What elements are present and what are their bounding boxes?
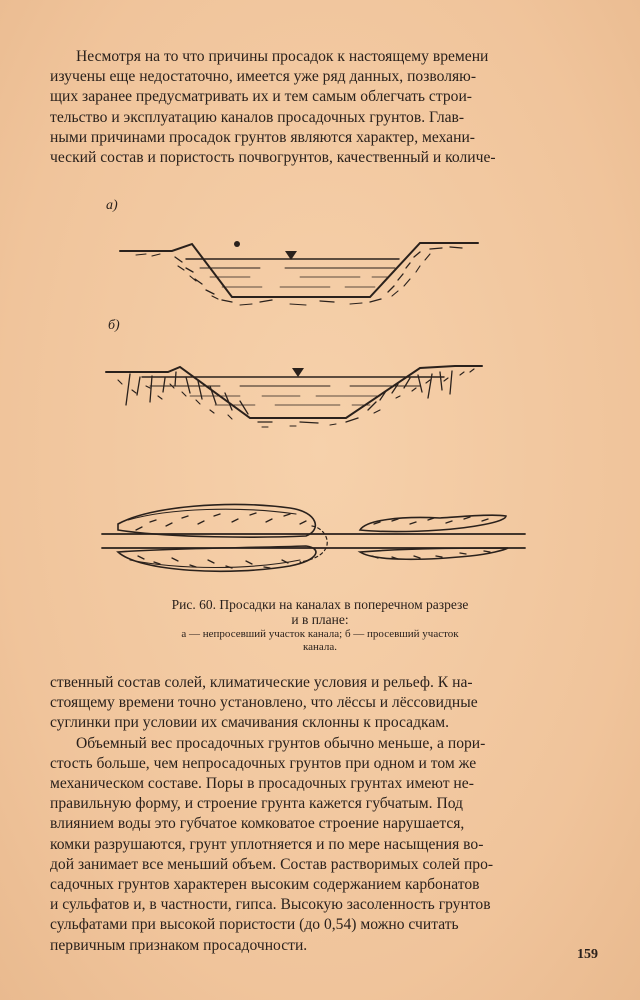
text-line: первичным признаком просадочности. (50, 936, 308, 954)
legend-line: а — непросевший участок канала; б — просевший участок (181, 628, 459, 640)
caption-line: Рис. 60. Просадки на каналах в поперечном разрезе (171, 597, 469, 612)
caption-line: и в плане: (291, 612, 349, 627)
text-line: садочных грунтов характерен высоким содержанием карбонатов (50, 876, 480, 894)
text-line: ческий состав и пористость почвогрунтов, качественный и количе- (50, 149, 496, 167)
legend-line: канала. (302, 641, 338, 653)
text-line: стость больше, чем непросадочных грунтов при одном и том же (50, 754, 477, 772)
text-line: Несмотря на то что причины просадок к настоящему времени (76, 48, 489, 65)
text-line: комки разрушаются, грунт уплотняется и по мере насыщения во- (50, 835, 484, 853)
text-line: суглинки при условии их смачивания склонны к просадкам. (50, 714, 450, 732)
text-line: ными причинами просадок грунтов являются характер, механи- (50, 128, 475, 146)
text-line: изучены еще недостаточно, имеется уже ряд данных, позволяю- (50, 68, 477, 86)
figure-caption (100, 597, 540, 627)
page-number: 159 (577, 947, 598, 962)
figure-label-a: а) (106, 198, 118, 213)
paragraph-bottom (50, 673, 595, 956)
text-line: правильную форму, и строение грунта кажется губчатым. Под (50, 795, 463, 813)
text-line: Объемный вес просадочных грунтов обычно меньше, а пори- (76, 734, 486, 752)
text-line: сульфатами при высокой пористости (до 0,54) можно считать (50, 916, 459, 934)
text-line: стоящему времени точно установлено, что лёссы и лёссовидные (50, 694, 478, 712)
cross-section-b (106, 366, 482, 427)
text-line: тельство и эксплуатацию каналов просадочных грунтов. Глав- (50, 108, 465, 126)
text-line: ственный состав солей, климатические условия и рельеф. К на- (50, 674, 473, 691)
text-line: механическом составе. Поры в просадочных грунтах имеют не- (50, 775, 474, 793)
figure-label-b: б) (108, 318, 120, 333)
text-line: влиянием воды это губчатое комковатое строение нарушается, (50, 815, 465, 833)
plan-view (102, 505, 525, 572)
text-line: щих заранее предусматривать их и тем самым облегчать строи- (50, 88, 472, 106)
figure-legend (100, 628, 540, 654)
text-line: дой занимает все меньший объем. Состав растворимых солей про- (50, 855, 494, 873)
text-line: и сульфатов и, в частности, гипса. Высокую засоленность грунтов (50, 896, 491, 914)
cross-section-a (120, 241, 478, 305)
